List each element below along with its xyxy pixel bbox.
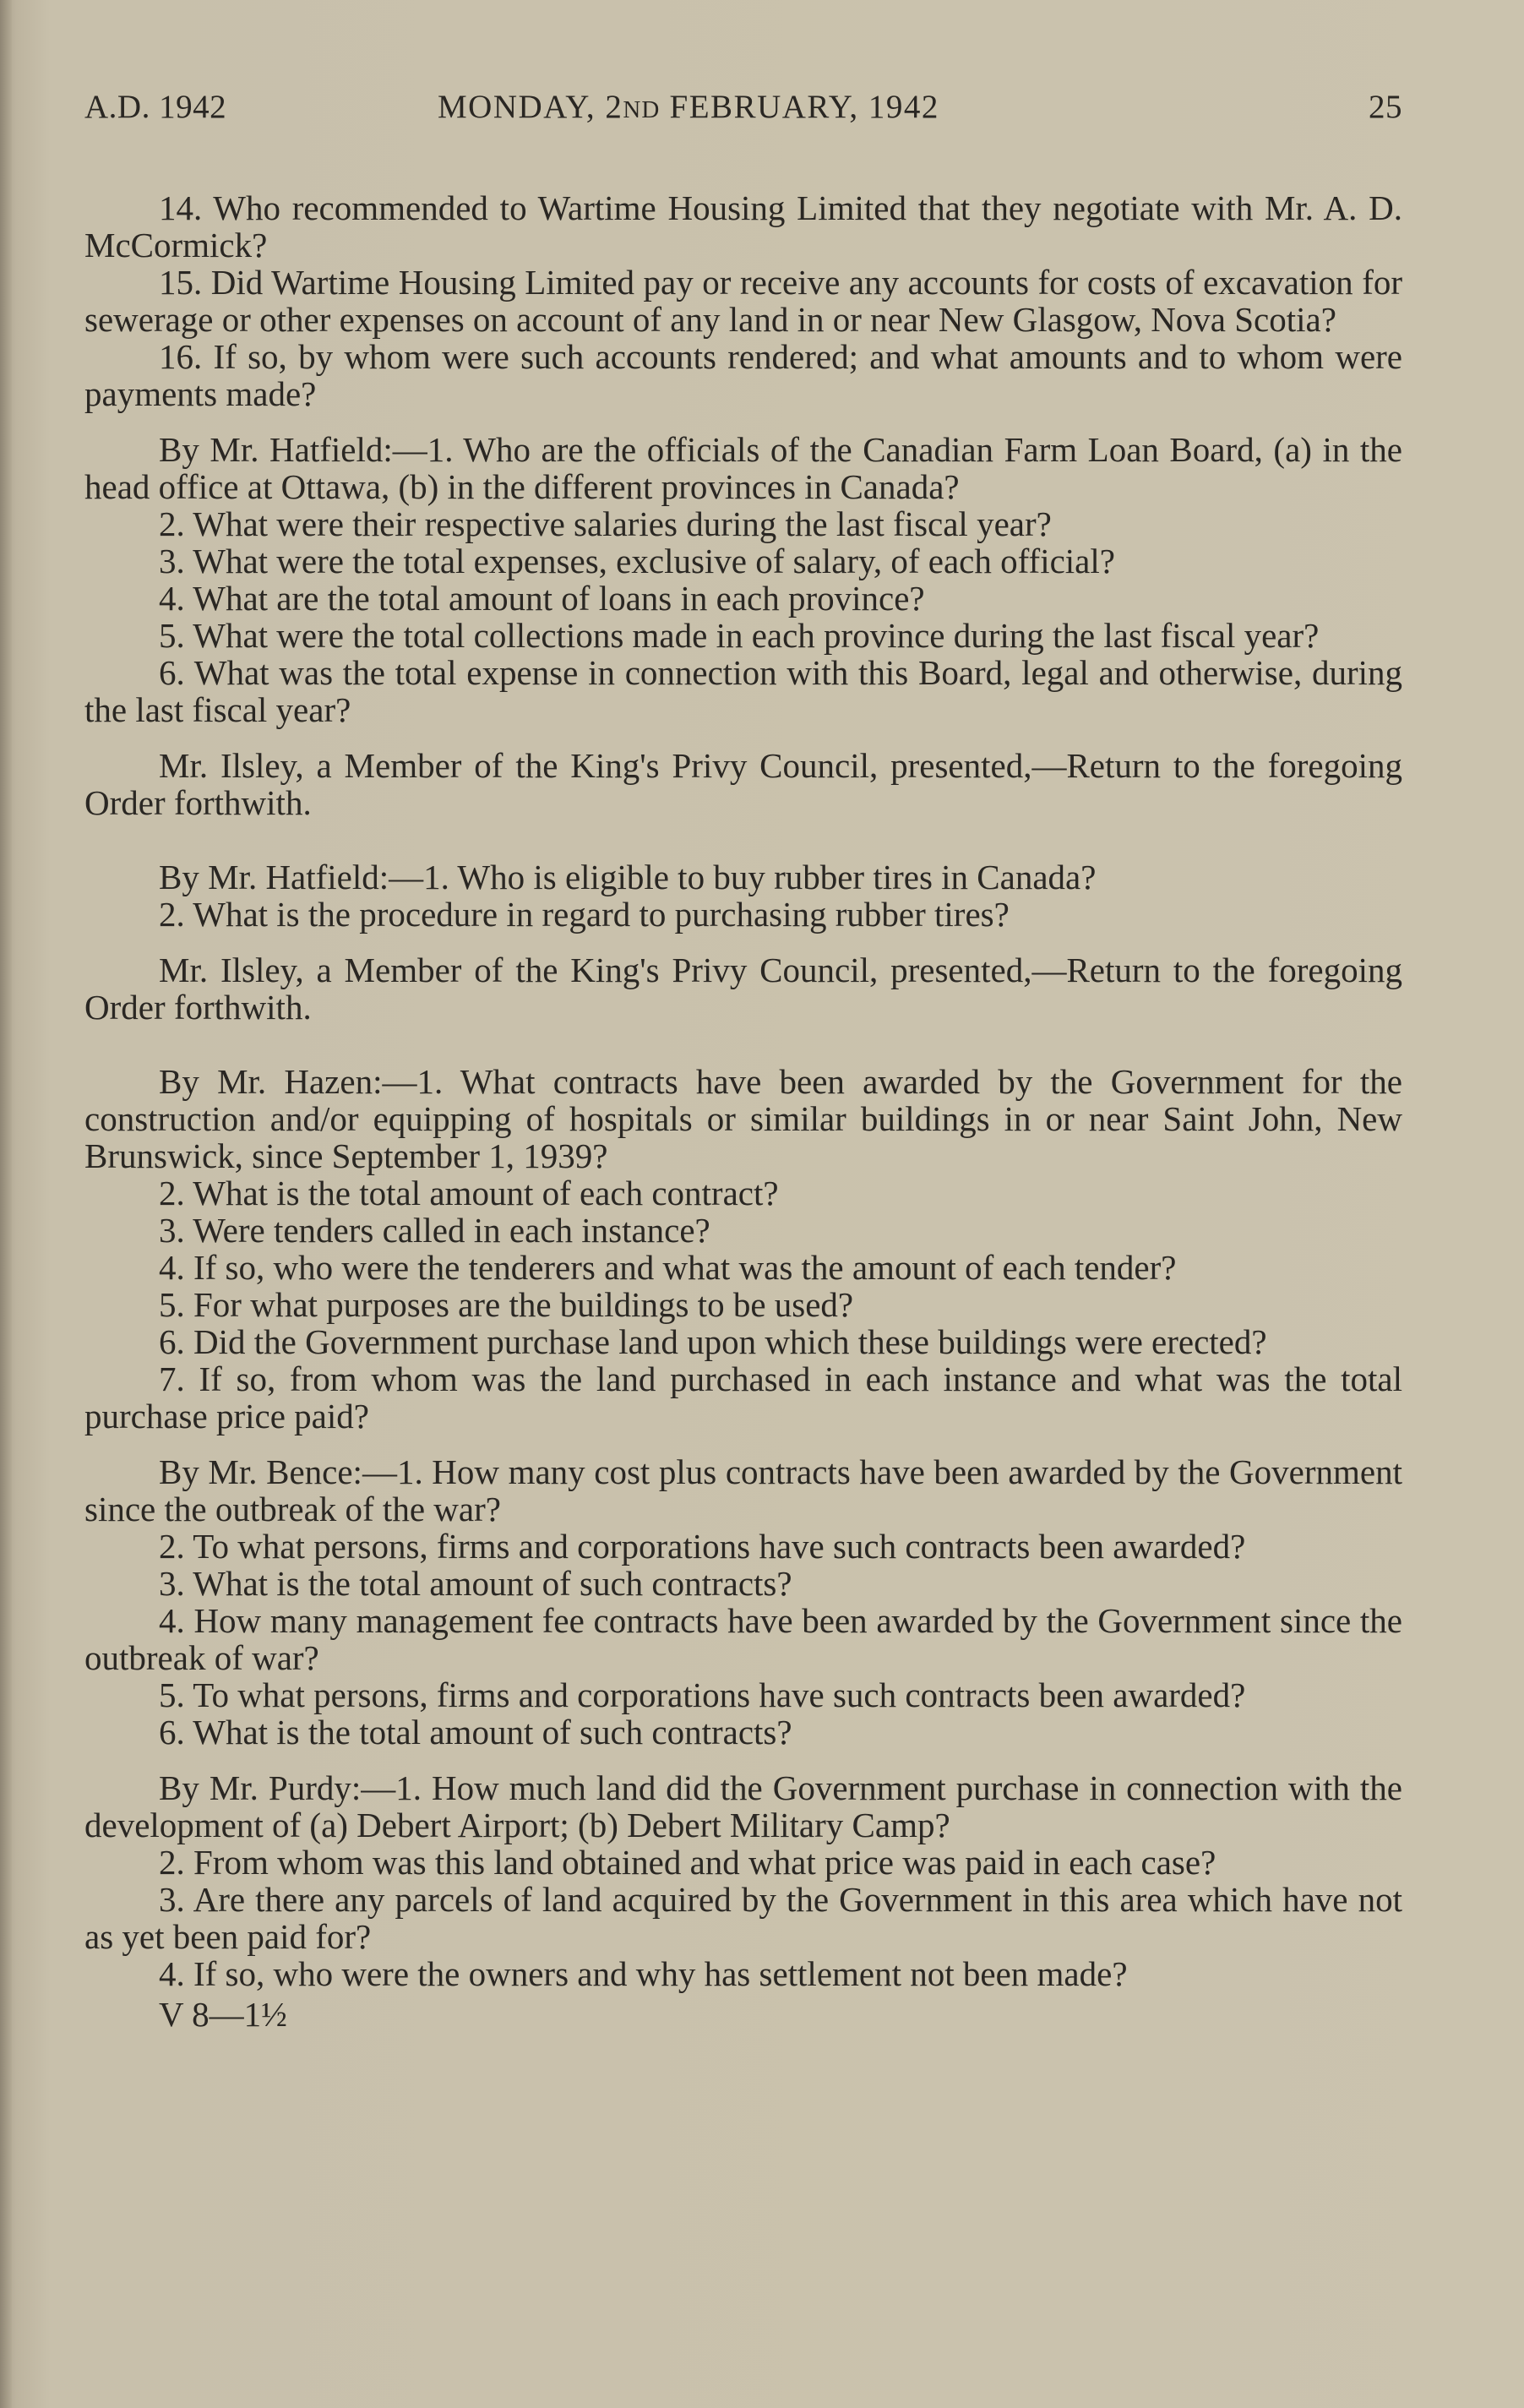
- page-header: [84, 88, 1402, 139]
- return-note-1: Mr. Ilsley, a Member of the King's Privy Council, presented,—Return to the foregoing Order forthwith.: [84, 746, 1402, 822]
- hatfield-question-6: 6. What was the total expense in connection with this Board, legal and otherwise, during the last fiscal year?: [84, 653, 1402, 729]
- hatfield-question-5: 5. What were the total collections made in each province during the last fiscal year?: [159, 616, 1320, 655]
- hazen-question-3: 3. Were tenders called in each instance?: [159, 1211, 710, 1250]
- purdy-question-2: 2. From whom was this land obtained and what price was paid in each case?: [159, 1843, 1216, 1882]
- document-body: [84, 189, 1402, 2033]
- hazen-question-4: 4. If so, who were the tenderers and what was the amount of each tender?: [159, 1248, 1177, 1287]
- return-note-2: Mr. Ilsley, a Member of the King's Privy Council, presented,—Return to the foregoing Order forthwith.: [84, 951, 1402, 1027]
- hazen-question-7: 7. If so, from whom was the land purchased in each instance and what was the total purchase price paid?: [84, 1359, 1402, 1436]
- bence-question-2: 2. To what persons, firms and corporations have such contracts been awarded?: [159, 1527, 1246, 1566]
- bence-question-5: 5. To what persons, firms and corporations have such contracts been awarded?: [159, 1675, 1246, 1714]
- bence-question-3: 3. What is the total amount of such contracts?: [159, 1564, 792, 1603]
- question-16: 16. If so, by whom were such accounts rendered; and what amounts and to whom were payments made?: [84, 337, 1402, 413]
- bence-question-4: 4. How many management fee contracts have been awarded by the Government since the outbreak of war?: [84, 1601, 1402, 1677]
- hazen-question-2: 2. What is the total amount of each contract?: [159, 1174, 779, 1212]
- hatfield-question-2: 2. What were their respective salaries during the last fiscal year?: [159, 504, 1052, 543]
- tires-question-1: By Mr. Hatfield:—1. Who is eligible to buy rubber tires in Canada?: [159, 858, 1097, 896]
- page-binding-edge: [0, 0, 12, 2408]
- header-date-month: FEBRUARY, 1942: [660, 89, 939, 125]
- header-date: [438, 88, 939, 126]
- hazen-question-6: 6. Did the Government purchase land upon which these buildings were erected?: [159, 1322, 1267, 1361]
- hazen-question-5: 5. For what purposes are the buildings to be used?: [159, 1285, 854, 1324]
- hatfield-question-3: 3. What were the total expenses, exclusive of salary, of each official?: [159, 542, 1115, 580]
- signature-mark: V 8—1½: [159, 1995, 287, 2034]
- hatfield-question-1: By Mr. Hatfield:—1. Who are the officials of the Canadian Farm Loan Board, (a) in the head office at Ottawa, (b) in the different provinces in Canada?: [84, 430, 1402, 506]
- tires-question-2: 2. What is the procedure in regard to purchasing rubber tires?: [159, 895, 1010, 934]
- hatfield-question-4: 4. What are the total amount of loans in each province?: [159, 579, 925, 618]
- purdy-question-3: 3. Are there any parcels of land acquired by the Government in this area which have not as yet been paid for?: [84, 1880, 1402, 1956]
- page-number: 25: [1369, 89, 1402, 125]
- question-14: 14. Who recommended to Wartime Housing Limited that they negotiate with Mr. A. D. McCormick?: [84, 188, 1402, 264]
- purdy-question-1: By Mr. Purdy:—1. How much land did the Government purchase in connection with the development of (a) Debert Airport; (b) Debert Military Camp?: [84, 1768, 1402, 1844]
- header-year: A.D. 1942: [84, 89, 227, 125]
- hazen-question-1: By Mr. Hazen:—1. What contracts have been awarded by the Government for the construction and/or equipping of hospitals or similar buildings in or near Saint John, New Brunswick, since September 1, 1939?: [84, 1062, 1402, 1175]
- header-date-ordinal: ND: [623, 96, 661, 123]
- bence-question-6: 6. What is the total amount of such contracts?: [159, 1713, 792, 1752]
- purdy-question-4: 4. If so, who were the owners and why has settlement not been made?: [159, 1954, 1128, 1993]
- header-date-main: MONDAY, 2: [438, 89, 623, 125]
- bence-question-1: By Mr. Bence:—1. How many cost plus contracts have been awarded by the Government since the outbreak of the war?: [84, 1452, 1402, 1528]
- question-15: 15. Did Wartime Housing Limited pay or receive any accounts for costs of excavation for sewerage or other expenses on account of any land in or near New Glasgow, Nova Scotia?: [84, 263, 1402, 339]
